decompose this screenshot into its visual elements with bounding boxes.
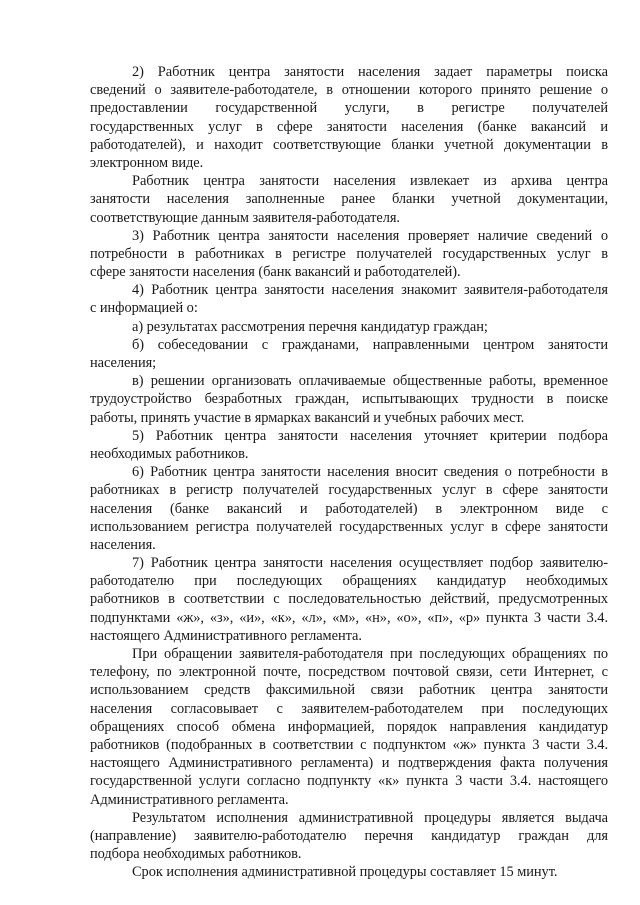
text-line: а) результатах рассмотрения перечня кандидатур граждан;: [132, 318, 488, 335]
paragraph-p6: [90, 336, 608, 372]
paragraph-p11: [90, 645, 608, 809]
text-line: населения;: [90, 355, 157, 371]
text-line: необходимых работников.: [90, 445, 249, 462]
text-line: 2) Работник центра занятости населения задает параметры поиска: [132, 64, 608, 80]
text-line: (направление) заявителю-работодателю перечня кандидатур граждан для: [90, 827, 608, 844]
text-line: работы, принять участие в ярмарках вакансий и учебных рабочих мест.: [90, 409, 525, 426]
text-line: государственной услуги согласно подпункту «к» пункта 3 части 3.4. настоящего: [90, 773, 608, 790]
text-line: населения (банке вакансий и работодателей) в электронном виде с: [90, 500, 608, 517]
text-line: государственных услуг в сфере занятости населения (банке вакансий и: [90, 118, 608, 135]
text-line: работников в соответствии с последовательностью действий, предусмотренных: [90, 591, 608, 608]
paragraph-p13: [90, 863, 608, 881]
paragraph-p4: [90, 281, 608, 317]
text-line: подпунктами «ж», «з», «и», «к», «л», «м», «н», «о», «п», «р» пункта 3 части 3.4.: [90, 609, 608, 626]
text-line: 4) Работник центра занятости населения знакомит заявителя-работодателя: [132, 282, 608, 299]
text-line: в) решении организовать оплачиваемые общественные работы, временное: [132, 373, 608, 390]
paragraph-p7: [90, 372, 608, 427]
text-line: работодателю при последующих обращениях кандидатур необходимых: [90, 573, 608, 590]
text-line: использованием регистра получателей государственных услуг в сфере занятости: [90, 518, 608, 535]
text-line: сфере занятости населения (банк вакансий и работодателей).: [90, 264, 461, 281]
text-line: соответствующие данным заявителя-работодателя.: [90, 209, 400, 226]
text-line: б) собеседовании с гражданами, направленными центром занятости: [132, 336, 608, 353]
paragraph-p1: [90, 63, 608, 172]
text-line: 5) Работник центра занятости населения уточняет критерии подбора: [132, 427, 608, 444]
text-line: использованием средств факсимильной связи работник центра занятости: [90, 682, 608, 699]
text-line: Результатом исполнения административной процедуры является выдача: [132, 809, 608, 826]
text-line: работников (подобранных в соответствии с подпунктом «ж» пункта 3 части 3.4.: [90, 736, 608, 753]
paragraph-p3: [90, 227, 608, 282]
text-line: занятости населения заполненные ранее бланки учетной документации,: [90, 191, 608, 208]
text-line: 7) Работник центра занятости населения осуществляет подбор заявителю-: [132, 555, 608, 572]
text-line: населения согласовывает с заявителем-работодателем при последующих: [90, 700, 608, 717]
paragraph-p5: [90, 318, 608, 336]
paragraph-p9: [90, 463, 608, 554]
text-line: настоящего Административного регламента) и подтверждения факта получения: [90, 755, 608, 772]
paragraph-p12: [90, 809, 608, 864]
paragraph-p10: [90, 554, 608, 645]
paragraph-p8: [90, 427, 608, 463]
text-line: предоставлении государственной услуги, в регистре получателей: [90, 100, 608, 117]
text-line: подбора необходимых работников.: [90, 846, 302, 863]
text-line: работниках в регистр получателей государственных услуг в сфере занятости: [90, 482, 608, 499]
text-line: трудоустройство безработных граждан, испытывающих трудности в поиске: [90, 391, 608, 408]
text-line: с информацией о:: [90, 300, 198, 317]
text-line: сведений о заявителе-работодателе, в отношении которого принято решение о: [90, 82, 608, 99]
text-line: телефону, по электронной почте, посредством почтовой связи, сети Интернет, с: [90, 664, 608, 681]
text-line: потребности в работниках в регистре получателей государственных услуг в: [90, 245, 608, 262]
text-line: Административного регламента.: [90, 791, 289, 808]
text-line: настоящего Административного регламента.: [90, 627, 362, 644]
document-body: [90, 63, 608, 881]
text-line: населения.: [90, 536, 156, 553]
text-line: обращениях способ обмена информацией, порядок направления кандидатур: [90, 718, 608, 735]
text-line: Работник центра занятости населения извлекает из архива центра: [132, 173, 608, 190]
text-line: 3) Работник центра занятости населения проверяет наличие сведений о: [132, 227, 608, 244]
text-line: работодателей), и находит соответствующие бланки учетной документации в: [90, 136, 608, 153]
text-line: Срок исполнения административной процедуры составляет 15 минут.: [132, 864, 558, 881]
text-line: 6) Работник центра занятости населения вносит сведения о потребности в: [132, 464, 608, 481]
paragraph-p2: [90, 172, 608, 227]
text-line: электронном виде.: [90, 154, 204, 171]
text-line: При обращении заявителя-работодателя при последующих обращениях по: [132, 646, 608, 662]
